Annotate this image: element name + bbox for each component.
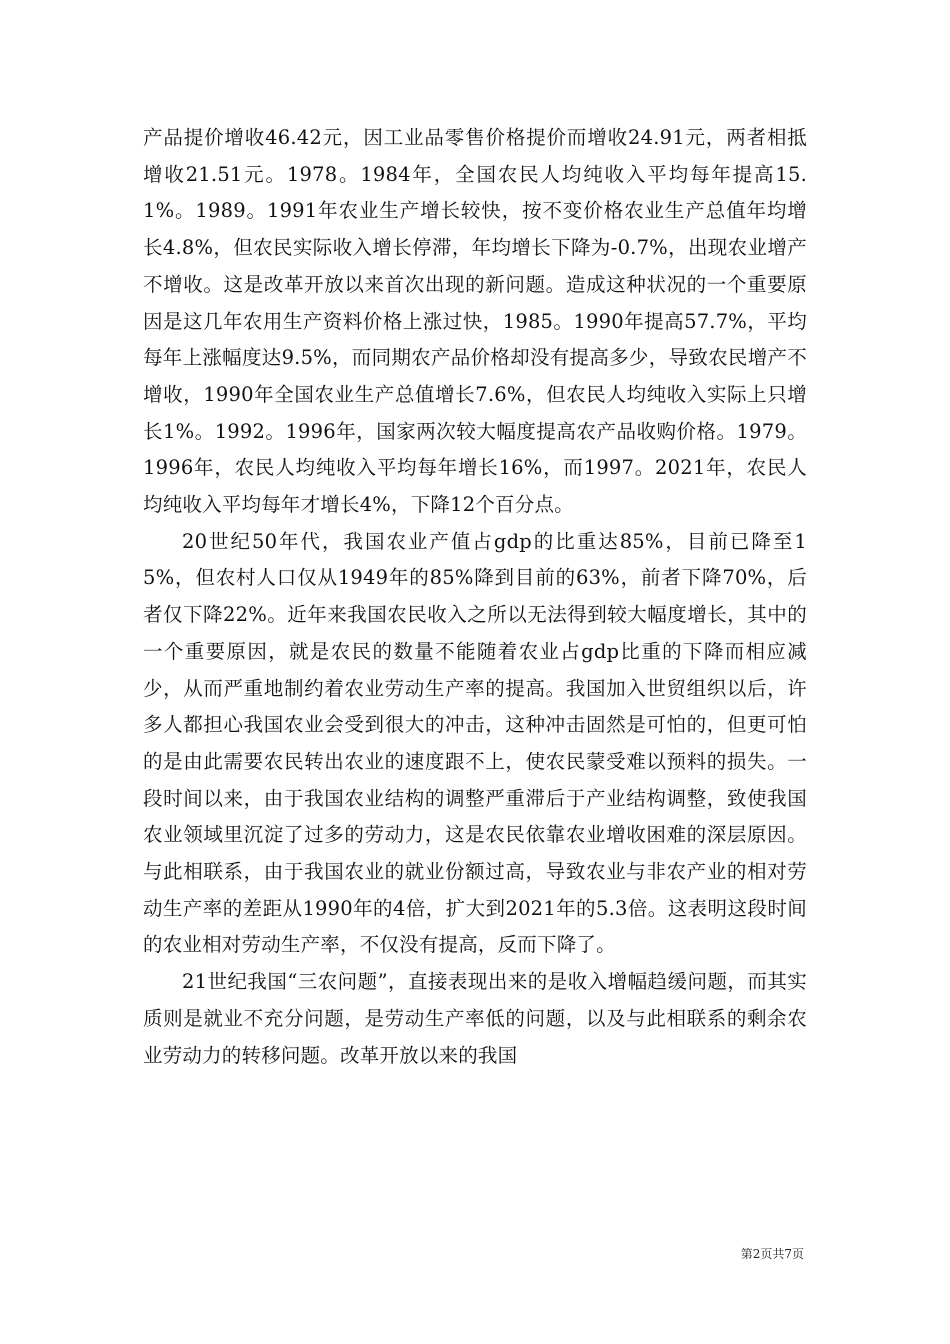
paragraph-continued: 产品提价增收46.42元，因工业品零售价格提价而增收24.91元，两者相抵增收21.51元。1978。1984年，全国农民人均纯收入平均每年提高15.1%。1989。1991年农业生产增长较快，按不变价格农业生产总值年均增长4.8%，但农民实际收入增长停滞，年均增长下降为-0.7%，出现农业增产不增收。这是改革开放以来首次出现的新问题。造成这种状况的一个重要原因是这几年农用生产资料价格上涨过快，1985。1990年提高57.7%，平均每年上涨幅度达9.5%，而同期农产品价格却没有提高多少，导致农民增产不增收，1990年全国农业生产总值增长7.6%，但农民人均纯收入实际上只增长1%。1992。1996年，国家两次较大幅度提高农产品收购价格。1979。1996年，农民人均纯收入平均每年增长16%，而1997。2021年，农民人均纯收入平均每年才增长4%，下降12个百分点。	[143, 126, 807, 517]
body-text	[143, 120, 807, 1074]
paragraph-agriculture-gdp: 20世纪50年代，我国农业产值占gdp的比重达85%，目前已降至15%，但农村人口仅从1949年的85%降到目前的63%，前者下降70%，后者仅下降22%。近年来我国农民收入之所以无法得到较大幅度增长，其中的一个重要原因，就是农民的数量不能随着农业占gdp比重的下降而相应减少，从而严重地制约着农业劳动生产率的提高。我国加入世贸组织以后，许多人都担心我国农业会受到很大的冲击，这种冲击固然是可怕的，但更可怕的是由此需要农民转出农业的速度跟不上，使农民蒙受难以预料的损失。一段时间以来，由于我国农业结构的调整严重滞后于产业结构调整，致使我国农业领域里沉淀了过多的劳动力，这是农民依靠农业增收困难的深层原因。与此相联系，由于我国农业的就业份额过高，导致农业与非农产业的相对劳动生产率的差距从1990年的4倍，扩大到2021年的5.3倍。这表明这段时间的农业相对劳动生产率，不仅没有提高，反而下降了。	[143, 529, 807, 957]
page-number-footer: 第2页共7页	[740, 1247, 804, 1261]
paragraph-three-rural-issues: 21世纪我国“三农问题”，直接表现出来的是收入增幅趋缓问题，而其实质则是就业不充分问题，是劳动生产率低的问题，以及与此相联系的剩余农业劳动力的转移问题。改革开放以来的我国	[143, 970, 807, 1067]
